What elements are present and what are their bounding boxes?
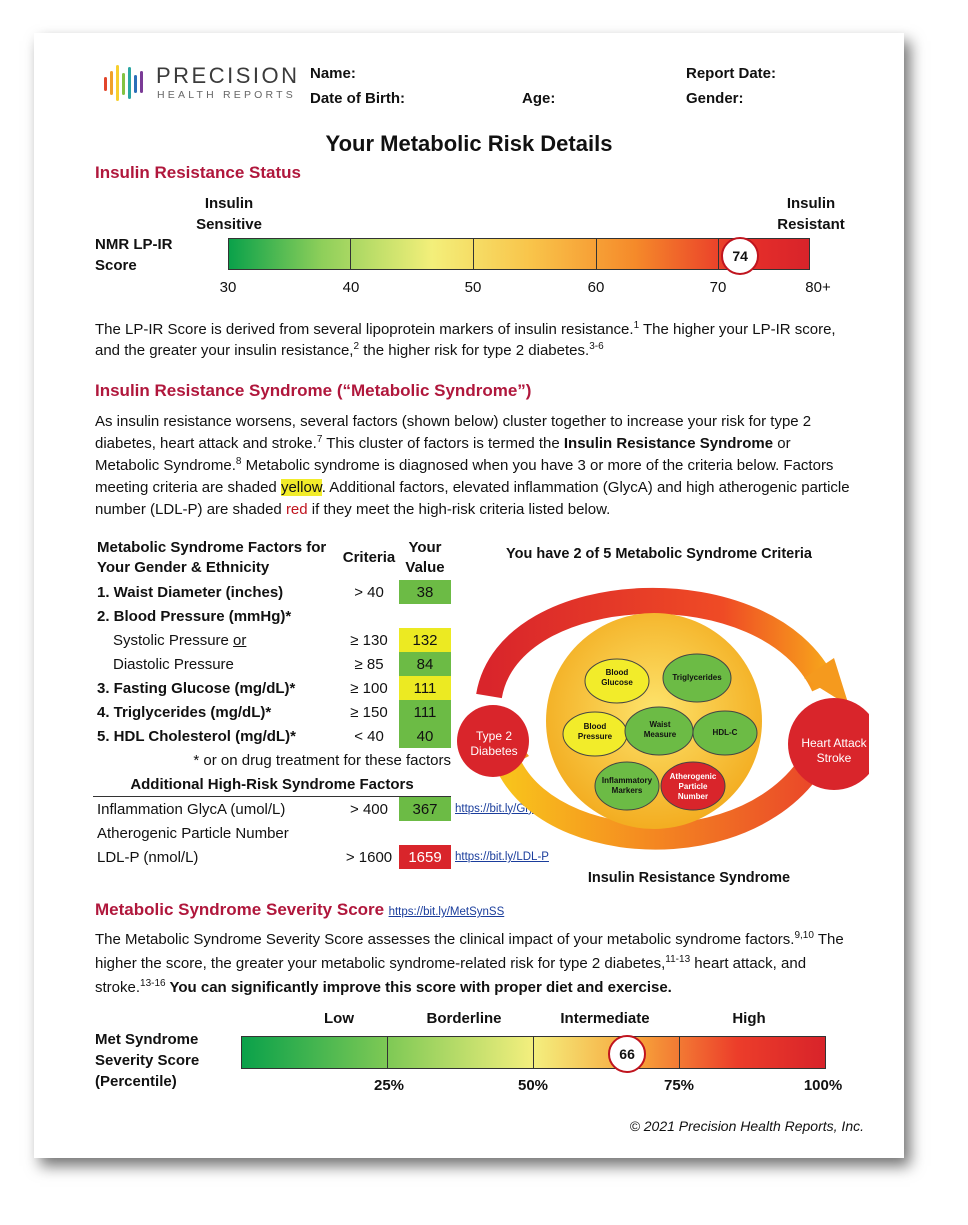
- logo-icon: [104, 63, 144, 103]
- type2-diabetes-label: Type 2 Diabetes: [470, 729, 518, 758]
- systolic-value: 132: [399, 628, 451, 652]
- irs-heading: Insulin Resistance Syndrome (“Metabolic Syndrome”): [95, 381, 532, 400]
- report-page: [34, 33, 904, 1158]
- inflammatory-label: Inflammatory Markers: [601, 776, 653, 795]
- glyca-value: 367: [399, 797, 451, 822]
- severity-heading-row: [95, 900, 504, 920]
- band-intermediate: Intermediate: [560, 1010, 650, 1027]
- additional-factors-heading: Additional High-Risk Syndrome Factors: [93, 772, 451, 797]
- severity-tick-label: 100%: [803, 1077, 843, 1094]
- table-footnote: * or on drug treatment for these factors: [193, 751, 451, 769]
- blood-pressure-label: Blood Pressure: [577, 722, 613, 741]
- band-high: High: [732, 1010, 766, 1027]
- blood-glucose-label: Blood Glucose: [601, 668, 633, 687]
- table-row: 1. Waist Diameter (inches) > 40 38: [93, 580, 575, 604]
- irs-description: As insulin resistance worsens, several factors (shown below) cluster together to increase your risk for type 2 diabetes, heart attack and stroke.$^7$ This cluster of factors is termed the Insulin Resistance Syndrome or Metabolic Syndrome.$^8$ Metabolic syndrome is diagnosed when you have 3 or more of the criteria below. Factors meeting criteria are shaded yellow. Additional factors, elevated inflammation (GlycA) and high atherogenic particle number (LDL-P) are shaded red if they meet the high-risk criteria listed below.: [95, 413, 850, 518]
- col-header-criteria: Criteria: [342, 549, 396, 566]
- lpir-tick: [350, 238, 351, 270]
- severity-tick: [679, 1036, 680, 1069]
- col-header-value: Your Value: [405, 539, 445, 576]
- diastolic-value: 84: [399, 652, 451, 676]
- severity-tick-label: 25%: [373, 1077, 405, 1094]
- table-row: Diastolic Pressure ≥ 85 84: [93, 652, 575, 676]
- brand-subtitle: HEALTH REPORTS: [157, 89, 296, 101]
- metabolic-syndrome-diagram: [449, 536, 869, 896]
- glucose-value: 111: [399, 676, 451, 700]
- lpir-tick-label: 70: [709, 279, 727, 296]
- lpir-tick-label: 60: [587, 279, 605, 296]
- lpir-description: The LP-IR Score is derived from several lipoprotein markers of insulin resistance.$^1$ The higher your LP-IR score, and the greater your insulin resistance,$^2$ the higher risk for type 2 diabetes.$^{3-6}$: [95, 320, 836, 359]
- lpir-tick: [596, 238, 597, 270]
- ldlp-link[interactable]: https://bit.ly/LDL-P: [455, 851, 549, 863]
- hdl-c-label: HDL-C: [712, 728, 738, 737]
- table-row: 5. HDL Cholesterol (mg/dL)* < 40 40: [93, 724, 575, 748]
- diagram-title: You have 2 of 5 Metabolic Syndrome Criteria: [506, 546, 812, 562]
- severity-tick-label: 75%: [663, 1077, 695, 1094]
- name-label: Name:: [310, 65, 356, 82]
- lpir-tick: [718, 238, 719, 270]
- table-row: Inflammation GlycA (umol/L) > 400 367 https://bit.ly/Glyc_A: [93, 797, 575, 822]
- severity-tick-label: 50%: [517, 1077, 549, 1094]
- age-label: Age:: [522, 90, 556, 107]
- severity-row-label: Met Syndrome Severity Score (Percentile): [95, 1031, 200, 1090]
- insulin-sensitive-label: Insulin Sensitive: [196, 195, 262, 233]
- triglycerides-value: 111: [399, 700, 451, 724]
- lpir-tick: [473, 238, 474, 270]
- lpir-tick-label: 50: [464, 279, 482, 296]
- hdl-value: 40: [399, 724, 451, 748]
- band-low: Low: [324, 1010, 354, 1027]
- page-title: Your Metabolic Risk Details: [325, 131, 613, 156]
- lpir-score-marker: 74: [721, 237, 759, 275]
- gender-label: Gender:: [686, 90, 744, 107]
- lpir-tick-label: 30: [219, 279, 237, 296]
- copyright: © 2021 Precision Health Reports, Inc.: [629, 1118, 864, 1134]
- report-date-label: Report Date:: [686, 65, 777, 82]
- table-row: 4. Triglycerides (mg/dL)* ≥ 150 111: [93, 700, 575, 724]
- severity-link[interactable]: https://bit.ly/MetSynSS: [388, 906, 505, 918]
- severity-tick: [387, 1036, 388, 1069]
- table-row: Systolic Pressure or ≥ 130 132: [93, 628, 575, 652]
- atherogenic-label: Atherogenic Particle Number: [669, 772, 717, 801]
- severity-score-marker: 66: [608, 1035, 646, 1073]
- ldlp-value: 1659: [399, 845, 451, 869]
- severity-tick: [533, 1036, 534, 1069]
- table-row: 3. Fasting Glucose (mg/dL)* ≥ 100 111: [93, 676, 575, 700]
- waist-value: 38: [399, 580, 451, 604]
- severity-description: The Metabolic Syndrome Severity Score assesses the clinical impact of your metabolic syndrome factors.$^{9,10}$ The higher the score, the greater your metabolic syndrome-related risk for type 2 diabetes,$^{11-13}$ heart attack, and stroke.$^{13-16}$ You can significantly improve this score with proper diet and exercise.: [95, 930, 844, 996]
- ldlp-label-line1: Atherogenic Particle Number: [97, 824, 289, 842]
- lpir-tick-label: 40: [342, 279, 360, 296]
- dob-label: Date of Birth:: [310, 90, 405, 107]
- triglycerides-label: Triglycerides: [672, 673, 722, 682]
- insulin-resistant-label: Insulin Resistant: [777, 195, 845, 233]
- brand-name: PRECISION: [156, 63, 300, 88]
- col-header-factors: Metabolic Syndrome Factors for Your Gender & Ethnicity: [97, 539, 327, 576]
- heart-attack-label: Heart Attack Stroke: [801, 736, 867, 765]
- table-row: LDL-P (nmol/L) > 1600 1659 https://bit.ly/LDL-P: [93, 845, 575, 869]
- severity-heading: Metabolic Syndrome Severity Score: [95, 900, 385, 919]
- lpir-tick-label: 80+: [805, 279, 831, 296]
- diagram-bottom-label: Insulin Resistance Syndrome: [587, 870, 791, 886]
- ir-status-heading: Insulin Resistance Status: [95, 163, 301, 182]
- glyca-link[interactable]: https://bit.ly/Glyc_A: [455, 802, 554, 815]
- table-row: 2. Blood Pressure (mmHg)*: [97, 607, 292, 625]
- band-borderline: Borderline: [426, 1010, 502, 1027]
- waist-measure-label: Waist Measure: [643, 720, 677, 739]
- lpir-row-label: NMR LP-IR Score: [95, 236, 173, 274]
